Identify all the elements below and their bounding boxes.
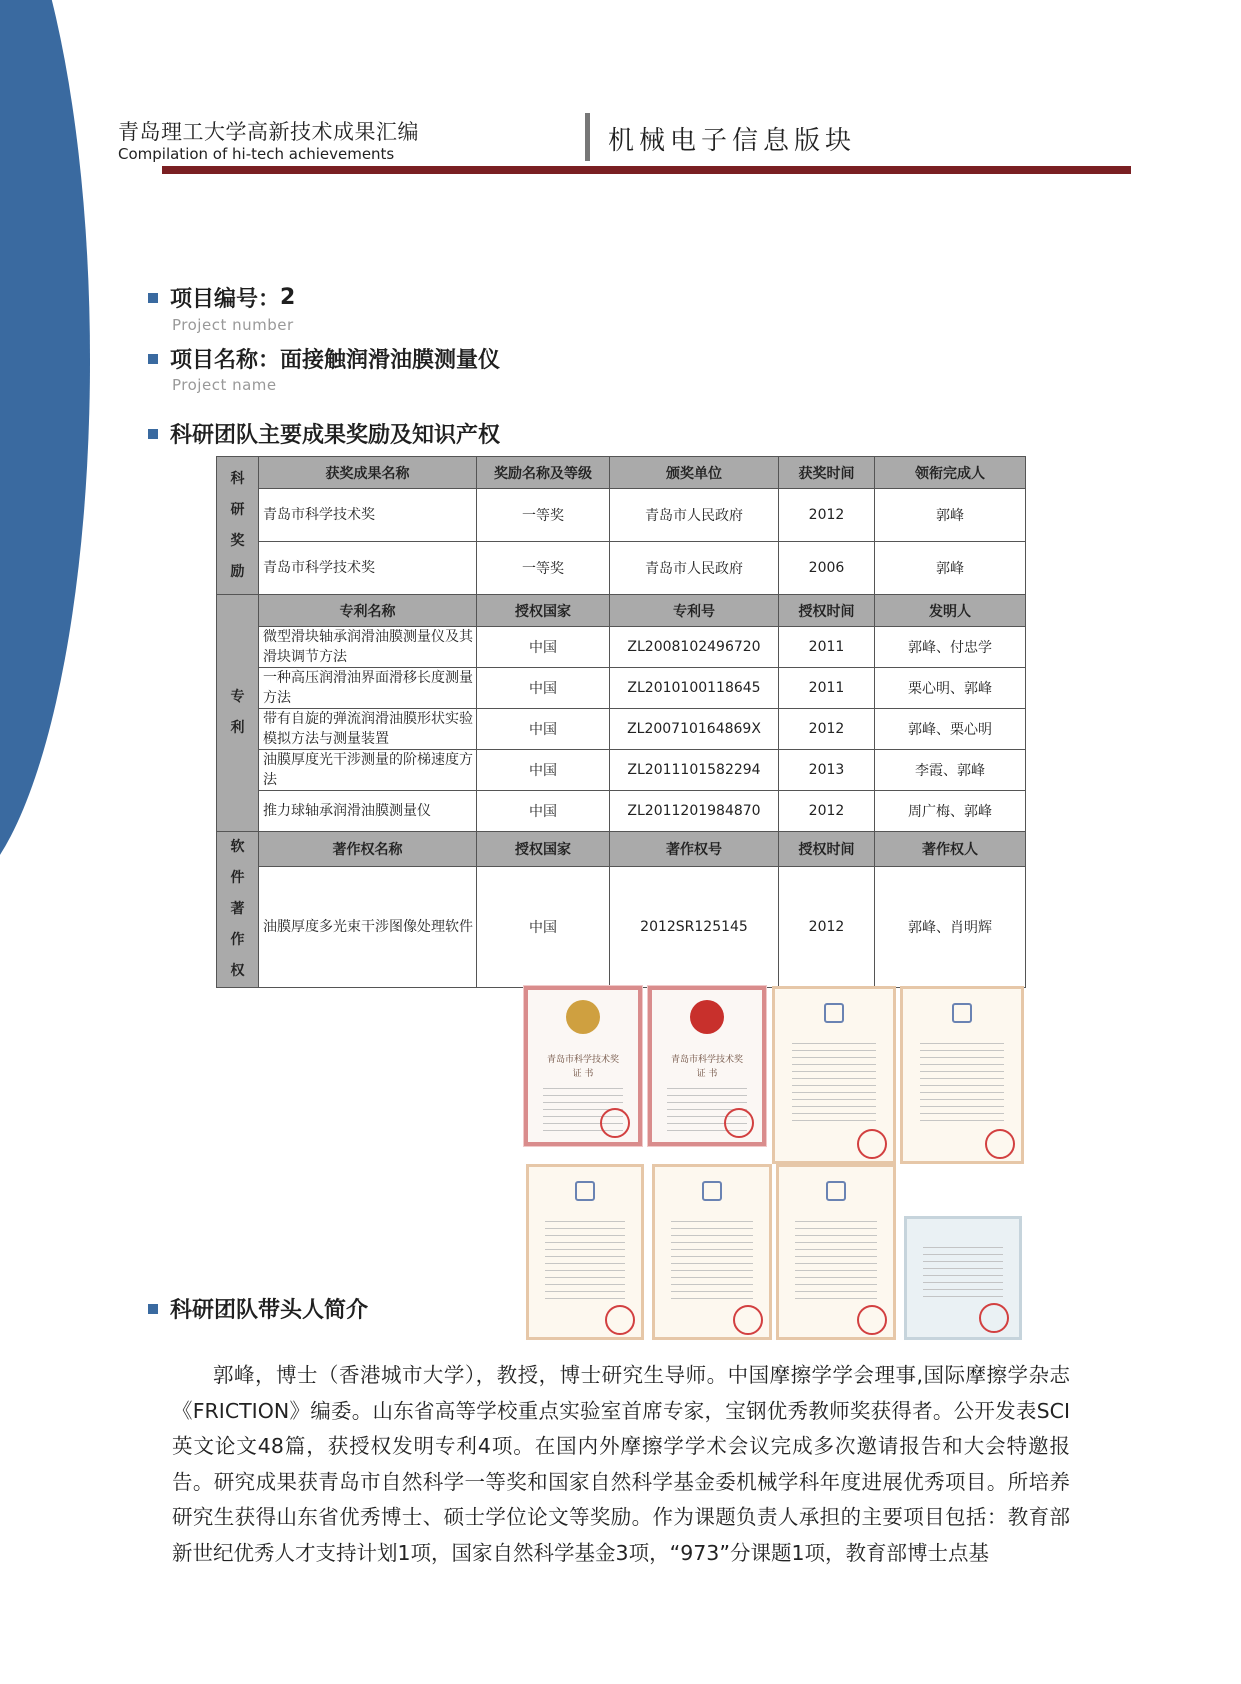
project-name-heading xyxy=(148,343,500,374)
table-cell: 郭峰、肖明辉 xyxy=(875,866,1026,987)
table-cell: ZL2010100118645 xyxy=(610,668,779,709)
project-name-value: 面接触润滑油膜测量仪 xyxy=(280,348,501,373)
table-cell: 青岛市科学技术奖 xyxy=(259,542,477,595)
table-cell: 一种高压润滑油界面滑移长度测量方法 xyxy=(259,668,477,709)
table-header: 专利名称 xyxy=(259,595,477,627)
table-cell: 青岛市科学技术奖 xyxy=(259,489,477,542)
table-cell: 2012 xyxy=(779,489,875,542)
table-cell: 郭峰、栗心明 xyxy=(875,709,1026,750)
table-header: 领衔完成人 xyxy=(875,457,1026,489)
table-cell: 2012 xyxy=(779,709,875,750)
table-header: 授权国家 xyxy=(477,832,610,867)
red-seal-icon xyxy=(857,1305,887,1335)
project-number-label: 项目编号： xyxy=(170,287,281,312)
red-seal-icon xyxy=(985,1129,1015,1159)
table-cell: 微型滑块轴承润滑油膜测量仪及其滑块调节方法 xyxy=(259,627,477,668)
bullet-square-icon xyxy=(148,354,158,364)
project-name-label: 项目名称： xyxy=(170,348,281,373)
red-seal-icon xyxy=(979,1303,1009,1333)
table-cell: 青岛市人民政府 xyxy=(610,489,779,542)
certificate-image xyxy=(776,1164,896,1340)
achievements-heading-text: 科研团队主要成果奖励及知识产权 xyxy=(170,423,501,448)
table-cell: 油膜厚度光干涉测量的阶梯速度方法 xyxy=(259,750,477,791)
patents-side-label: 专 利 xyxy=(217,595,259,832)
table-header: 获奖成果名称 xyxy=(259,457,477,489)
leader-biography: 郭峰，博士（香港城市大学），教授，博士研究生导师。中国摩擦学学会理事,国际摩擦学杂志《FRICTION》编委。山东省高等学校重点实验室首席专家，宝钢优秀教师奖获得者。公开发表SCI英文论文48篇，获授权发明专利4项。在国内外摩擦学学术会议完成多次邀请报告和大会特邀报告。研究成果获青岛市自然科学一等奖和国家自然科学基金委机械学科年度进展优秀项目。所培养研究生获得山东省优秀博士、硕士学位论文等奖励。作为课题负责人承担的主要项目包括：教育部新世纪优秀人才支持计划1项，国家自然科学基金3项，“973”分课题1项，教育部博士点基 xyxy=(172,1363,1070,1565)
table-cell: 一等奖 xyxy=(477,489,610,542)
red-seal-icon xyxy=(724,1108,754,1138)
table-row xyxy=(217,866,1026,987)
table-header: 获奖时间 xyxy=(779,457,875,489)
project-name-sublabel: Project name xyxy=(172,376,277,394)
table-cell: ZL200710164869X xyxy=(610,709,779,750)
publication-subtitle: Compilation of hi-tech achievements xyxy=(118,145,395,163)
certificate-image xyxy=(904,1216,1022,1340)
table-cell: 油膜厚度多光束干涉图像处理软件 xyxy=(259,866,477,987)
achievements-table xyxy=(216,456,1025,978)
table-header: 发明人 xyxy=(875,595,1026,627)
table-cell: 2012 xyxy=(779,866,875,987)
table-header: 授权时间 xyxy=(779,832,875,867)
patent-office-logo-icon xyxy=(826,1181,846,1201)
table-cell: 中国 xyxy=(477,750,610,791)
publication-title: 青岛理工大学高新技术成果汇编 xyxy=(118,120,419,144)
table-row xyxy=(217,709,1026,750)
table-cell: 一等奖 xyxy=(477,542,610,595)
table-header: 专利号 xyxy=(610,595,779,627)
table-cell: 中国 xyxy=(477,791,610,832)
software-side-label: 软 件 著 作 权 xyxy=(217,832,259,988)
table-row xyxy=(217,750,1026,791)
red-seal-icon xyxy=(733,1305,763,1335)
table-cell: 2011 xyxy=(779,627,875,668)
table-cell: 2013 xyxy=(779,750,875,791)
awards-side-label: 科 研 奖 励 xyxy=(217,457,259,595)
header-divider xyxy=(585,113,590,161)
header-rule xyxy=(162,166,1131,174)
leader-heading xyxy=(148,1293,368,1324)
table-header: 授权国家 xyxy=(477,595,610,627)
table-row xyxy=(217,791,1026,832)
table-header: 授权时间 xyxy=(779,595,875,627)
project-number-heading xyxy=(148,282,295,313)
table-cell: 郭峰 xyxy=(875,489,1026,542)
national-emblem-icon xyxy=(566,1000,600,1034)
table-header: 奖励名称及等级 xyxy=(477,457,610,489)
table-cell: ZL2008102496720 xyxy=(610,627,779,668)
table-row xyxy=(217,542,1026,595)
patent-office-logo-icon xyxy=(575,1181,595,1201)
table-cell: ZL2011101582294 xyxy=(610,750,779,791)
bullet-square-icon xyxy=(148,1304,158,1314)
table-cell: 中国 xyxy=(477,668,610,709)
patent-office-logo-icon xyxy=(952,1003,972,1023)
certificate-image xyxy=(526,1164,644,1340)
section-title: 机械电子信息版块 xyxy=(608,126,857,156)
table-cell: 栗心明、郭峰 xyxy=(875,668,1026,709)
table-header: 颁奖单位 xyxy=(610,457,779,489)
national-emblem-icon xyxy=(690,1000,724,1034)
table-header: 著作权名称 xyxy=(259,832,477,867)
table-cell: 推力球轴承润滑油膜测量仪 xyxy=(259,791,477,832)
bullet-square-icon xyxy=(148,429,158,439)
table-cell: 郭峰 xyxy=(875,542,1026,595)
project-number-sublabel: Project number xyxy=(172,316,294,334)
achievements-heading xyxy=(148,418,500,449)
table-cell: 2012 xyxy=(779,791,875,832)
table-cell: 2011 xyxy=(779,668,875,709)
bullet-square-icon xyxy=(148,293,158,303)
table-cell: 周广梅、郭峰 xyxy=(875,791,1026,832)
table-cell: 中国 xyxy=(477,627,610,668)
certificate-image: 青岛市科学技术奖 证 书 xyxy=(524,986,642,1146)
table-cell: 带有自旋的弹流润滑油膜形状实验模拟方法与测量装置 xyxy=(259,709,477,750)
table-cell: 2012SR125145 xyxy=(610,866,779,987)
certificate-image xyxy=(900,986,1024,1164)
table-row xyxy=(217,668,1026,709)
table-cell: 郭峰、付忠学 xyxy=(875,627,1026,668)
table-row xyxy=(217,489,1026,542)
table-cell: ZL2011201984870 xyxy=(610,791,779,832)
table-header: 著作权人 xyxy=(875,832,1026,867)
table-cell: 青岛市人民政府 xyxy=(610,542,779,595)
table-cell: 2006 xyxy=(779,542,875,595)
certificate-image xyxy=(772,986,896,1164)
certificate-image xyxy=(652,1164,772,1340)
table-cell: 中国 xyxy=(477,709,610,750)
certificate-image: 青岛市科学技术奖 证 书 xyxy=(648,986,766,1146)
table-header: 著作权号 xyxy=(610,832,779,867)
leader-heading-text: 科研团队带头人简介 xyxy=(170,1298,369,1323)
table-cell: 李霞、郭峰 xyxy=(875,750,1026,791)
table-row xyxy=(217,627,1026,668)
patent-office-logo-icon xyxy=(702,1181,722,1201)
decorative-side-arc xyxy=(0,0,90,900)
red-seal-icon xyxy=(605,1305,635,1335)
table-cell: 中国 xyxy=(477,866,610,987)
patent-office-logo-icon xyxy=(824,1003,844,1023)
red-seal-icon xyxy=(600,1108,630,1138)
project-number-value: 2 xyxy=(280,285,296,310)
red-seal-icon xyxy=(857,1129,887,1159)
